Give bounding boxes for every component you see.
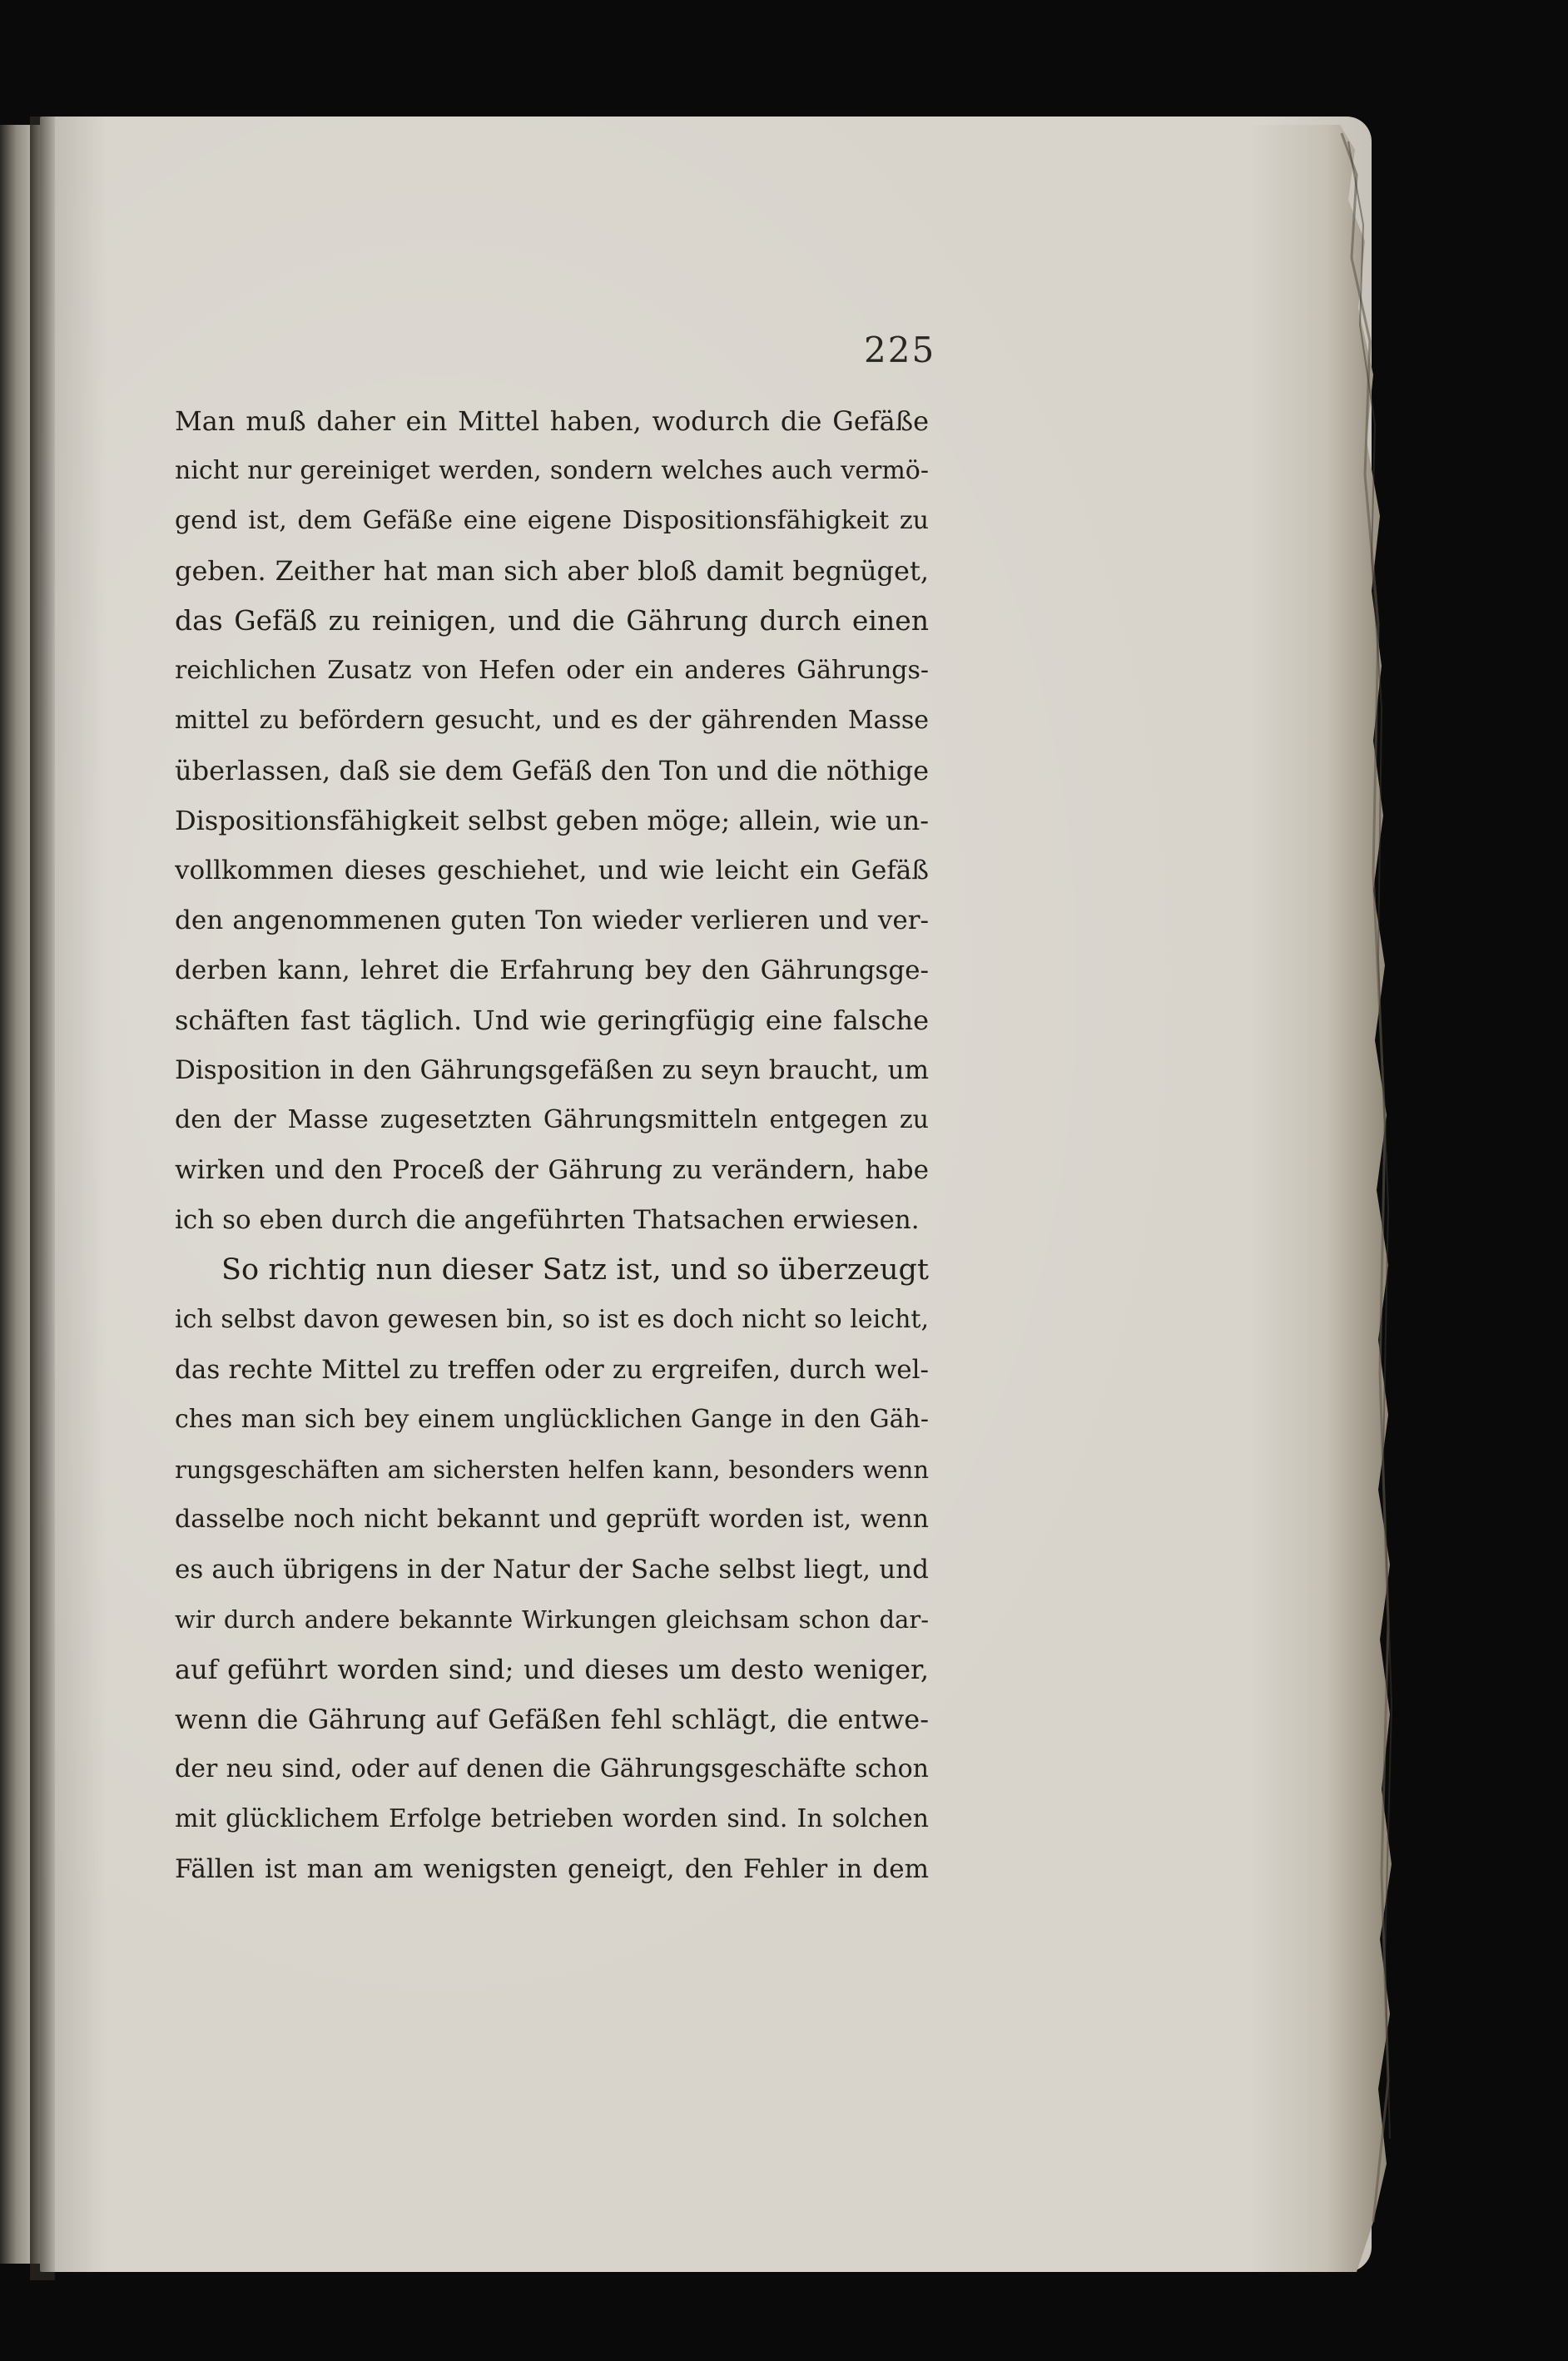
text-line: dasselbe noch nicht bekannt und geprüft worden ist, wenn bbox=[175, 1505, 929, 1534]
text-line: Man muß daher ein Mittel haben, wodurch die Gefäße bbox=[175, 405, 929, 437]
text-line: wirken und den Proceß der Gährung zu verändern, habe bbox=[175, 1155, 929, 1185]
text-line: ich so eben durch die angeführten Thatsachen erwiesen. bbox=[175, 1205, 920, 1235]
body-text bbox=[175, 396, 929, 1894]
text-line: Disposition in den Gährungsgefäßen zu seyn braucht, um bbox=[175, 1055, 929, 1085]
text-line: So richtig nun dieser Satz ist, und so überzeugt bbox=[221, 1253, 929, 1287]
text-line: den der Masse zugesetzten Gährungsmitteln entgegen zu bbox=[175, 1105, 929, 1134]
text-line: Dispositionsfähigkeit selbst geben möge; allein, wie un- bbox=[175, 805, 929, 836]
text-line: mittel zu befördern gesucht, und es der gährenden Masse bbox=[175, 706, 929, 735]
text-line: Fällen ist man am wenigsten geneigt, den Fehler in dem bbox=[175, 1854, 929, 1884]
text-line: der neu sind, oder auf denen die Gährungsgeschäfte schon bbox=[175, 1754, 929, 1783]
text-line: gend ist, dem Gefäße eine eigene Dispositionsfähigkeit zu bbox=[175, 506, 929, 535]
text-line: das rechte Mittel zu treffen oder zu ergreifen, durch wel- bbox=[175, 1355, 929, 1385]
text-line: das Gefäß zu reinigen, und die Gährung durch einen bbox=[175, 604, 929, 637]
text-line: ches man sich bey einem unglücklichen Gange in den Gäh- bbox=[175, 1405, 929, 1434]
text-line: mit glücklichem Erfolge betrieben worden sind. In solchen bbox=[175, 1804, 929, 1833]
text-line: derben kann, lehret die Erfahrung bey den Gährungsge- bbox=[175, 955, 929, 985]
paragraph bbox=[175, 396, 929, 1245]
paragraph bbox=[175, 1245, 929, 1894]
text-line: rungsgeschäften am sichersten helfen kann, besonders wenn bbox=[175, 1456, 929, 1484]
text-line: schäften fast täglich. Und wie geringfügig eine falsche bbox=[175, 1004, 929, 1036]
text-line: wir durch andere bekannte Wirkungen gleichsam schon dar- bbox=[175, 1605, 929, 1634]
text-line: es auch übrigens in der Natur der Sache selbst liegt, und bbox=[175, 1555, 929, 1585]
text-line: ich selbst davon gewesen bin, so ist es doch nicht so leicht, bbox=[175, 1305, 929, 1334]
page-number: 225 bbox=[864, 330, 936, 370]
text-line: wenn die Gährung auf Gefäßen fehl schlägt, die entwe- bbox=[175, 1704, 929, 1735]
text-line: den angenommenen guten Ton wieder verlieren und ver- bbox=[175, 905, 929, 935]
deckled-page-edge bbox=[1248, 125, 1398, 2272]
text-line: vollkommen dieses geschiehet, und wie leicht ein Gefäß bbox=[175, 856, 929, 885]
book-gutter-shadow bbox=[30, 117, 55, 2280]
text-line: geben. Zeither hat man sich aber bloß damit begnüget, bbox=[175, 555, 929, 587]
text-line: auf geführt worden sind; und dieses um desto weniger, bbox=[175, 1654, 929, 1685]
text-line: nicht nur gereiniget werden, sondern welches auch vermö- bbox=[175, 456, 929, 485]
text-line: reichlichen Zusatz von Hefen oder ein anderes Gährungs- bbox=[175, 656, 929, 685]
text-line: überlassen, daß sie dem Gefäß den Ton und die nöthige bbox=[175, 755, 929, 786]
